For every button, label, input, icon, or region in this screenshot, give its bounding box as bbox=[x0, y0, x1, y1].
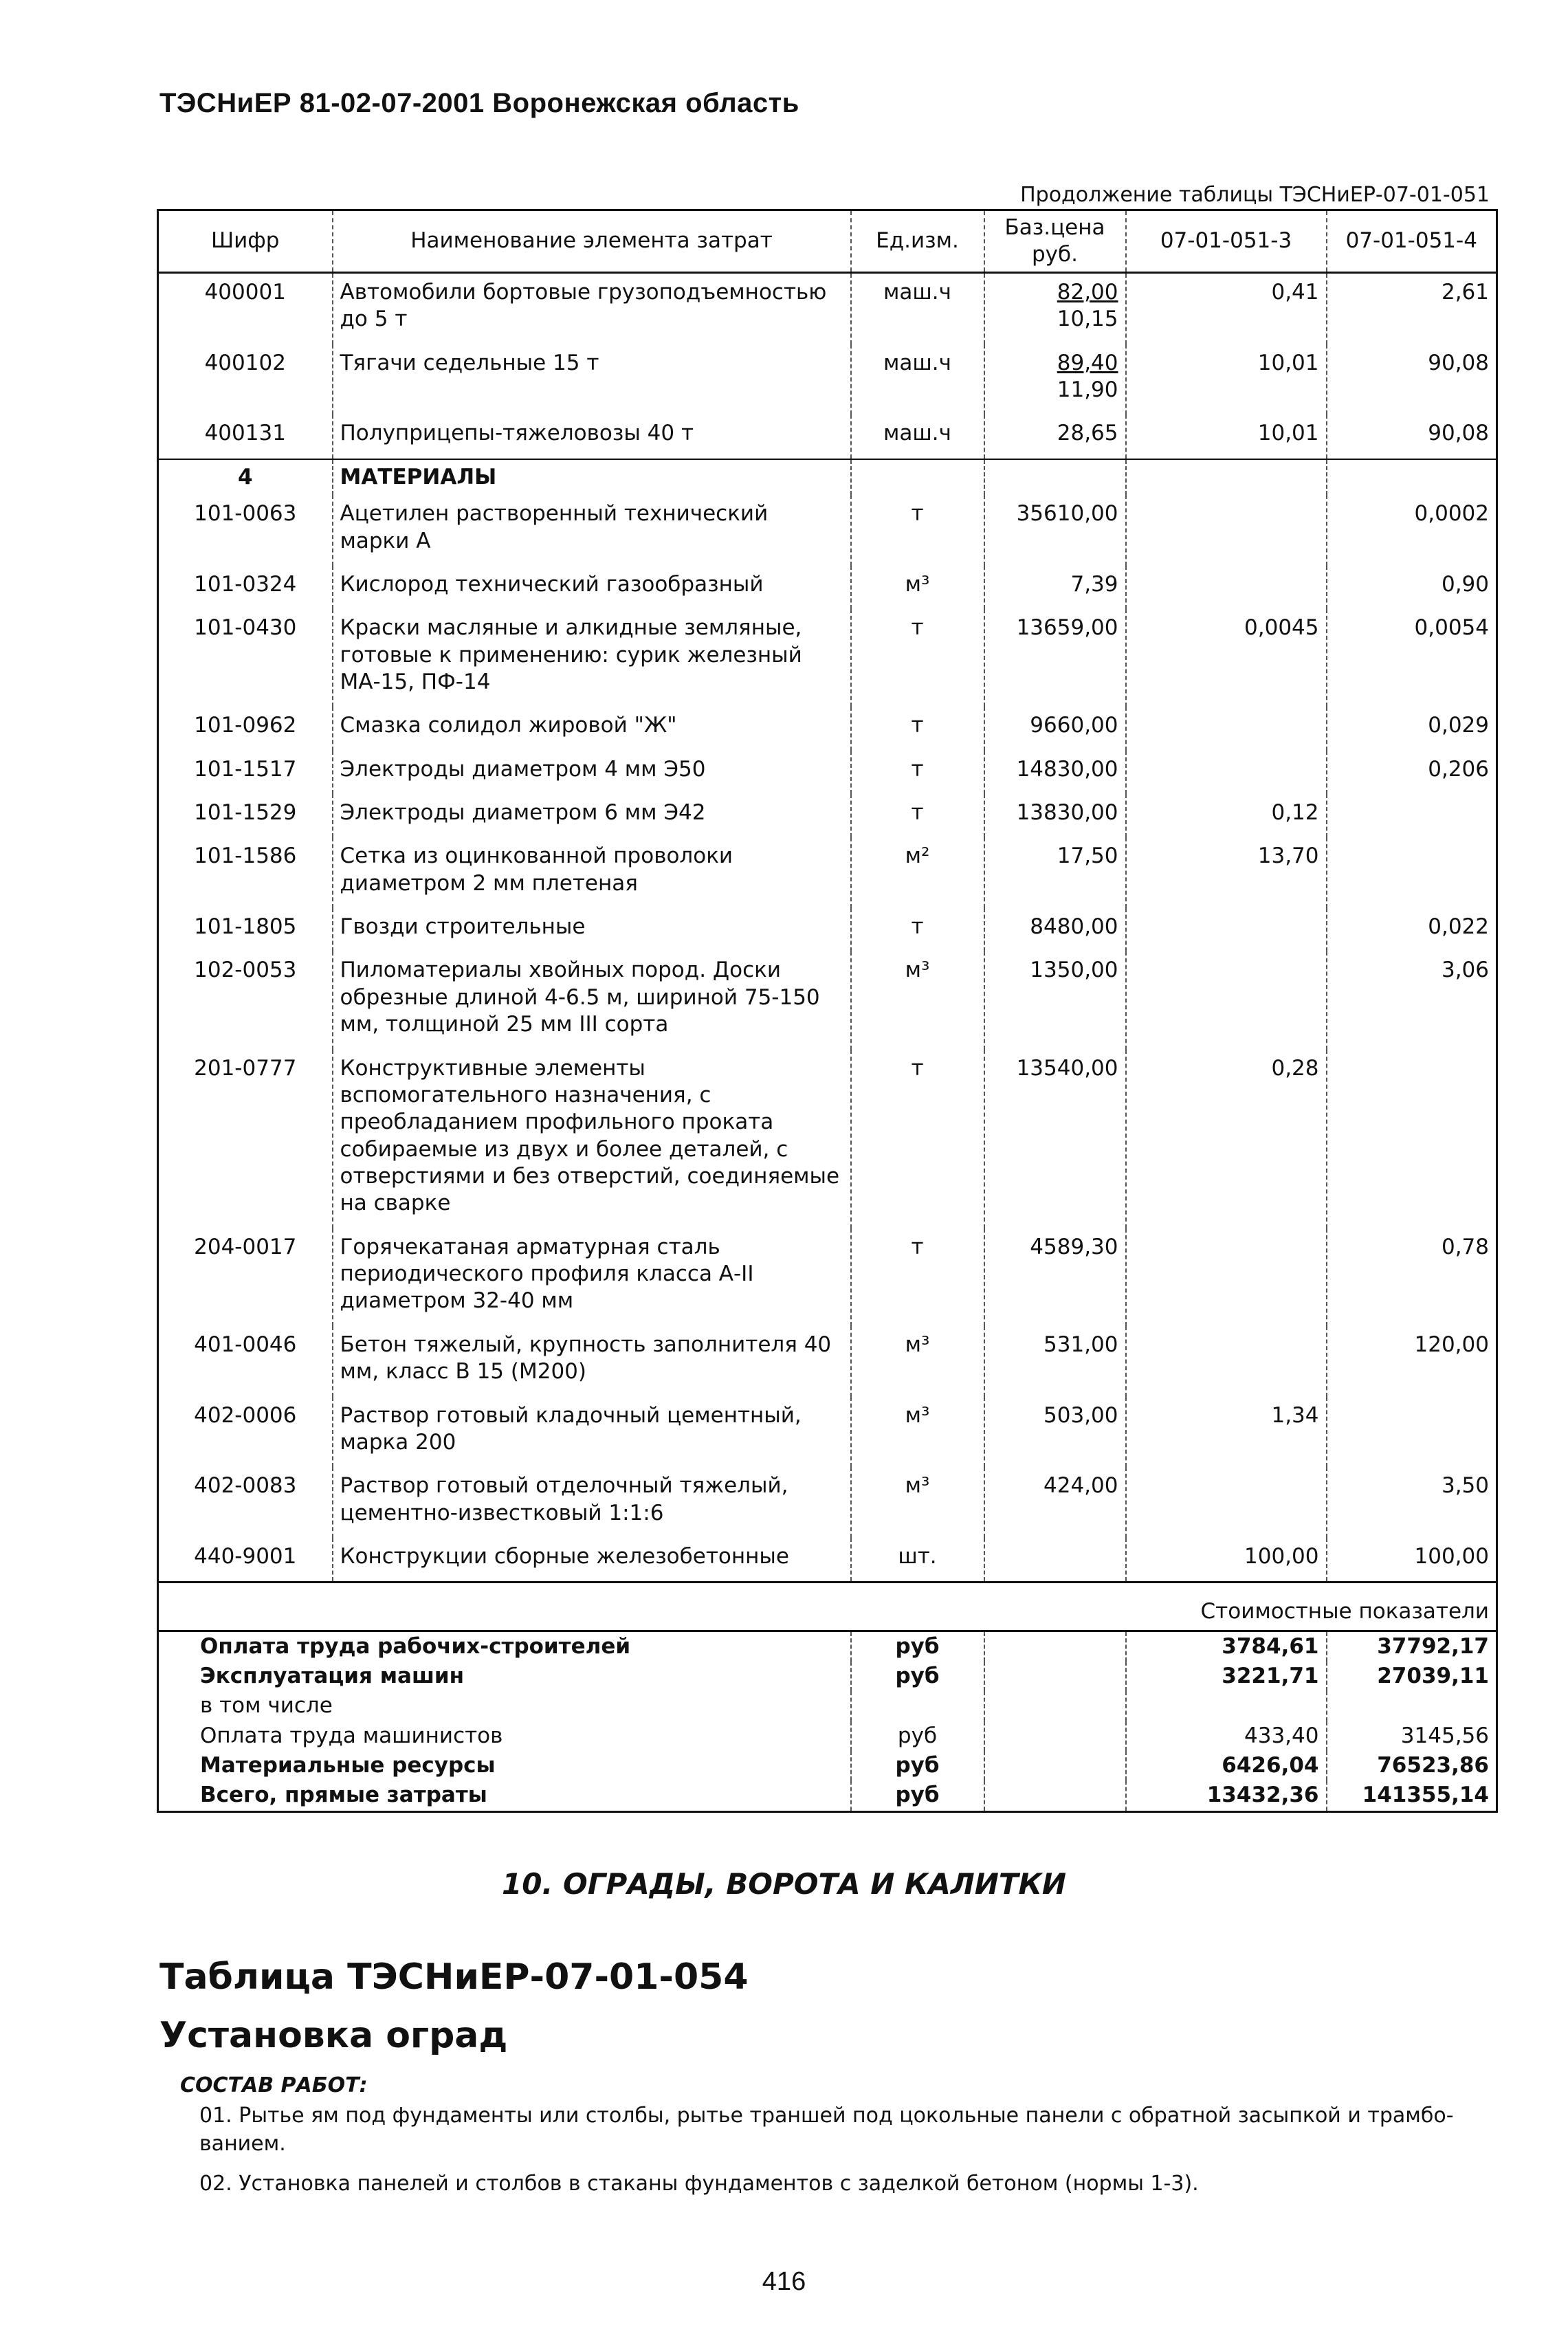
summary-row bbox=[158, 1780, 1497, 1811]
cell-value-col3: 10,01 bbox=[1126, 344, 1327, 415]
summary-section bbox=[158, 1631, 1497, 1811]
cell-price: 17,50 bbox=[984, 837, 1126, 908]
cell-value-col3 bbox=[1126, 951, 1327, 1049]
empty-cell bbox=[851, 459, 984, 495]
cell-price bbox=[984, 273, 1126, 344]
cell-price bbox=[984, 1538, 1126, 1582]
document-header: ТЭСНиЕР 81-02-07-2001 Воронежская область bbox=[159, 88, 799, 118]
cell-name: Краски масляные и алкидные земляные, готовые к применению: сурик железный МА-15, ПФ-14 bbox=[333, 609, 851, 707]
cell-value-col4: 0,0054 bbox=[1327, 609, 1497, 707]
cell-name: Раствор готовый кладочный цементный, марка 200 bbox=[333, 1397, 851, 1468]
cell-name: Конструкции сборные железобетонные bbox=[333, 1538, 851, 1582]
cell-unit: м² bbox=[851, 837, 984, 908]
summary-value-col3: 6426,04 bbox=[1126, 1751, 1327, 1780]
cell-name: Горячекатаная арматурная сталь периодического профиля класса А-II диаметром 32-40 мм bbox=[333, 1228, 851, 1326]
cell-value-col4: 100,00 bbox=[1327, 1538, 1497, 1582]
cell-unit: м³ bbox=[851, 1397, 984, 1468]
cell-unit: м³ bbox=[851, 951, 984, 1049]
empty-cell bbox=[1327, 459, 1497, 495]
cell-code: 101-0324 bbox=[158, 566, 333, 609]
cell-code: 101-1529 bbox=[158, 794, 333, 837]
table-row bbox=[158, 794, 1497, 837]
summary-unit: руб bbox=[851, 1631, 984, 1662]
cell-name: Конструктивные элементы вспомогательного назначения, с преобладанием профильного проката собираемые из двух и более деталей, с отверстиями и без отверстий, соединяемые на сварке bbox=[333, 1050, 851, 1228]
cell-value-col4 bbox=[1327, 794, 1497, 837]
cell-code: 440-9001 bbox=[158, 1538, 333, 1582]
group-header-row bbox=[158, 459, 1497, 495]
cell-unit: т bbox=[851, 1050, 984, 1228]
column-header-col3: 07-01-051-3 bbox=[1126, 210, 1327, 273]
table-continuation-label: Продолжение таблицы ТЭСНиЕР-07-01-051 bbox=[1020, 183, 1490, 207]
cell-name: Электроды диаметром 6 мм Э42 bbox=[333, 794, 851, 837]
table-subtitle: Установка оград bbox=[159, 2015, 508, 2056]
table-row bbox=[158, 1326, 1497, 1397]
cell-code: 101-1805 bbox=[158, 908, 333, 951]
summary-value-col3: 3221,71 bbox=[1126, 1662, 1327, 1691]
cell-name: Раствор готовый отделочный тяжелый, цементно-известковый 1:1:6 bbox=[333, 1467, 851, 1538]
table-row bbox=[158, 273, 1497, 344]
cell-unit: м³ bbox=[851, 1467, 984, 1538]
empty-cell bbox=[984, 459, 1126, 495]
cell-code: 101-1586 bbox=[158, 837, 333, 908]
summary-value-col3: 3784,61 bbox=[1126, 1631, 1327, 1662]
cost-section bbox=[158, 1582, 1497, 1631]
cell-price: 35610,00 bbox=[984, 495, 1126, 566]
cell-value-col3 bbox=[1126, 1228, 1327, 1326]
summary-unit: руб bbox=[851, 1662, 984, 1691]
summary-label: в том числе bbox=[158, 1691, 851, 1721]
cell-value-col3 bbox=[1126, 751, 1327, 794]
table-row bbox=[158, 1228, 1497, 1326]
summary-value-col4: 76523,86 bbox=[1327, 1751, 1497, 1780]
summary-unit: руб bbox=[851, 1780, 984, 1811]
cell-value-col3 bbox=[1126, 1467, 1327, 1538]
cell-name: Полуприцепы-тяжеловозы 40 т bbox=[333, 415, 851, 459]
summary-row bbox=[158, 1631, 1497, 1662]
summary-value-col4 bbox=[1327, 1691, 1497, 1721]
cell-price: 1350,00 bbox=[984, 951, 1126, 1049]
table-row bbox=[158, 415, 1497, 459]
summary-row bbox=[158, 1721, 1497, 1751]
table-header-row bbox=[158, 210, 1497, 273]
cell-value-col4 bbox=[1327, 1050, 1497, 1228]
cell-price: 7,39 bbox=[984, 566, 1126, 609]
table-row bbox=[158, 344, 1497, 415]
column-header-unit: Ед.изм. bbox=[851, 210, 984, 273]
machines-section bbox=[158, 273, 1497, 459]
cell-unit: шт. bbox=[851, 1538, 984, 1582]
cell-unit: т bbox=[851, 908, 984, 951]
summary-label: Всего, прямые затраты bbox=[158, 1780, 851, 1811]
cell-value-col4: 0,022 bbox=[1327, 908, 1497, 951]
cell-value-col4: 0,90 bbox=[1327, 566, 1497, 609]
empty-cell bbox=[984, 1691, 1126, 1721]
column-header-name: Наименование элемента затрат bbox=[333, 210, 851, 273]
cell-unit: м³ bbox=[851, 566, 984, 609]
cell-name: Кислород технический газообразный bbox=[333, 566, 851, 609]
cell-value-col4 bbox=[1327, 837, 1497, 908]
summary-value-col4: 141355,14 bbox=[1327, 1780, 1497, 1811]
cell-price: 13540,00 bbox=[984, 1050, 1126, 1228]
cell-value-col3: 100,00 bbox=[1126, 1538, 1327, 1582]
cell-name: Бетон тяжелый, крупность заполнителя 40 мм, класс В 15 (М200) bbox=[333, 1326, 851, 1397]
table-row bbox=[158, 495, 1497, 566]
cell-price bbox=[984, 344, 1126, 415]
cell-value-col3: 0,41 bbox=[1126, 273, 1327, 344]
materials-group bbox=[158, 459, 1497, 495]
summary-value-col3: 13432,36 bbox=[1126, 1780, 1327, 1811]
cell-price: 13659,00 bbox=[984, 609, 1126, 707]
cell-value-col3: 1,34 bbox=[1126, 1397, 1327, 1468]
cell-code: 400131 bbox=[158, 415, 333, 459]
cell-unit: т bbox=[851, 751, 984, 794]
cell-code: 204-0017 bbox=[158, 1228, 333, 1326]
cell-unit: т bbox=[851, 707, 984, 750]
cell-code: 402-0083 bbox=[158, 1467, 333, 1538]
cell-code: 201-0777 bbox=[158, 1050, 333, 1228]
column-header-col4: 07-01-051-4 bbox=[1327, 210, 1497, 273]
work-item: 02. Установка панелей и столбов в стаканы фундаментов с заделкой бетоном (нормы 1-3). bbox=[199, 2172, 1199, 2196]
cell-value-col4: 0,206 bbox=[1327, 751, 1497, 794]
summary-value-col4: 37792,17 bbox=[1327, 1631, 1497, 1662]
section-title: 10. ОГРАДЫ, ВОРОТА И КАЛИТКИ bbox=[501, 1867, 1067, 1901]
cell-unit: маш.ч bbox=[851, 415, 984, 459]
cell-value-col3: 0,28 bbox=[1126, 1050, 1327, 1228]
cell-unit: т bbox=[851, 609, 984, 707]
empty-cell bbox=[984, 1662, 1126, 1691]
table-row bbox=[158, 1538, 1497, 1582]
cell-code: 101-1517 bbox=[158, 751, 333, 794]
cell-unit: маш.ч bbox=[851, 273, 984, 344]
cell-value-col3: 10,01 bbox=[1126, 415, 1327, 459]
cell-code: 400001 bbox=[158, 273, 333, 344]
cell-value-col3 bbox=[1126, 1326, 1327, 1397]
cell-value-col4: 3,50 bbox=[1327, 1467, 1497, 1538]
cell-price: 9660,00 bbox=[984, 707, 1126, 750]
cell-name: Пиломатериалы хвойных пород. Доски обрезные длиной 4-6.5 м, шириной 75-150 мм, толщиной 25 мм III сорта bbox=[333, 951, 851, 1049]
cell-code: 101-0962 bbox=[158, 707, 333, 750]
cell-value-col4: 3,06 bbox=[1327, 951, 1497, 1049]
table-row bbox=[158, 1397, 1497, 1468]
summary-label: Материальные ресурсы bbox=[158, 1751, 851, 1780]
table-row bbox=[158, 951, 1497, 1049]
table-title: Таблица ТЭСНиЕР-07-01-054 bbox=[159, 1956, 749, 1998]
cell-price: 8480,00 bbox=[984, 908, 1126, 951]
cell-price: 4589,30 bbox=[984, 1228, 1126, 1326]
works-heading: СОСТАВ РАБОТ: bbox=[180, 2073, 368, 2097]
table-row bbox=[158, 908, 1497, 951]
table-row bbox=[158, 609, 1497, 707]
cell-name: Электроды диаметром 4 мм Э50 bbox=[333, 751, 851, 794]
empty-cell bbox=[984, 1780, 1126, 1811]
price-main: 89,40 bbox=[1057, 350, 1118, 375]
price-operator-wage: 11,90 bbox=[1057, 377, 1118, 403]
cell-value-col3 bbox=[1126, 566, 1327, 609]
materials-section bbox=[158, 495, 1497, 1582]
cell-value-col3: 0,12 bbox=[1126, 794, 1327, 837]
price-operator-wage: 10,15 bbox=[1057, 307, 1118, 332]
cell-code: 102-0053 bbox=[158, 951, 333, 1049]
cell-value-col4: 0,029 bbox=[1327, 707, 1497, 750]
cell-price: 424,00 bbox=[984, 1467, 1126, 1538]
cell-price bbox=[984, 415, 1126, 459]
cell-unit: м³ bbox=[851, 1326, 984, 1397]
cell-price: 531,00 bbox=[984, 1326, 1126, 1397]
cell-name: Ацетилен растворенный технический марки А bbox=[333, 495, 851, 566]
cell-code: 402-0006 bbox=[158, 1397, 333, 1468]
cell-value-col3: 13,70 bbox=[1126, 837, 1327, 908]
cell-code: 101-0430 bbox=[158, 609, 333, 707]
empty-cell bbox=[984, 1631, 1126, 1662]
cell-unit: т bbox=[851, 794, 984, 837]
cell-name: Тягачи седельные 15 т bbox=[333, 344, 851, 415]
page-number: 416 bbox=[762, 2267, 806, 2296]
cell-value-col4: 0,78 bbox=[1327, 1228, 1497, 1326]
cost-heading: Стоимостные показатели bbox=[158, 1594, 1497, 1631]
cell-name: Автомобили бортовые грузоподъемностью до 5 т bbox=[333, 273, 851, 344]
table-row bbox=[158, 707, 1497, 750]
cell-name: Гвозди строительные bbox=[333, 908, 851, 951]
summary-row bbox=[158, 1662, 1497, 1691]
summary-unit: руб bbox=[851, 1751, 984, 1780]
table-row bbox=[158, 1050, 1497, 1228]
price-main: 28,65 bbox=[1057, 421, 1118, 446]
cell-unit: т bbox=[851, 1228, 984, 1326]
cell-price: 503,00 bbox=[984, 1397, 1126, 1468]
summary-row bbox=[158, 1751, 1497, 1780]
work-item: 01. Рытье ям под фундаменты или столбы, рытье траншей под цокольные панели с обратной засыпкой и трамбо-ванием. bbox=[199, 2104, 1454, 2156]
cell-value-col3 bbox=[1126, 495, 1327, 566]
cell-unit: т bbox=[851, 495, 984, 566]
empty-cell bbox=[1126, 459, 1327, 495]
empty-cell bbox=[984, 1751, 1126, 1780]
cell-value-col4: 90,08 bbox=[1327, 415, 1497, 459]
price-main: 82,00 bbox=[1057, 280, 1118, 305]
cost-heading-row bbox=[158, 1594, 1497, 1631]
cell-value-col3 bbox=[1126, 707, 1327, 750]
empty-cell bbox=[984, 1721, 1126, 1751]
table-row bbox=[158, 751, 1497, 794]
cell-name: Смазка солидол жировой "Ж" bbox=[333, 707, 851, 750]
resource-table bbox=[157, 209, 1498, 1813]
table-row bbox=[158, 566, 1497, 609]
summary-value-col3 bbox=[1126, 1691, 1327, 1721]
summary-unit: руб bbox=[851, 1721, 984, 1751]
cell-value-col4: 0,0002 bbox=[1327, 495, 1497, 566]
separator-cell bbox=[158, 1582, 1497, 1595]
cell-code: 400102 bbox=[158, 344, 333, 415]
cell-unit: маш.ч bbox=[851, 344, 984, 415]
summary-unit bbox=[851, 1691, 984, 1721]
cell-price: 13830,00 bbox=[984, 794, 1126, 837]
cell-value-col3: 0,0045 bbox=[1126, 609, 1327, 707]
summary-label: Оплата труда рабочих-строителей bbox=[158, 1631, 851, 1662]
summary-value-col3: 433,40 bbox=[1126, 1721, 1327, 1751]
cell-price: 14830,00 bbox=[984, 751, 1126, 794]
summary-label: Оплата труда машинистов bbox=[158, 1721, 851, 1751]
cell-value-col4: 120,00 bbox=[1327, 1326, 1497, 1397]
cell-code: 401-0046 bbox=[158, 1326, 333, 1397]
cell-value-col4: 2,61 bbox=[1327, 273, 1497, 344]
summary-label: Эксплуатация машин bbox=[158, 1662, 851, 1691]
cell-code: 101-0063 bbox=[158, 495, 333, 566]
column-header-price: Баз.цена руб. bbox=[984, 210, 1126, 273]
column-header-code: Шифр bbox=[158, 210, 333, 273]
cell-value-col3 bbox=[1126, 908, 1327, 951]
separator-row bbox=[158, 1582, 1497, 1595]
table-row bbox=[158, 1467, 1497, 1538]
cell-value-col4 bbox=[1327, 1397, 1497, 1468]
summary-row bbox=[158, 1691, 1497, 1721]
works-list bbox=[199, 2102, 1492, 2211]
cell-name: Сетка из оцинкованной проволоки диаметром 2 мм плетеная bbox=[333, 837, 851, 908]
group-title: МАТЕРИАЛЫ bbox=[333, 459, 851, 495]
summary-value-col4: 3145,56 bbox=[1327, 1721, 1497, 1751]
group-number: 4 bbox=[158, 459, 333, 495]
table-row bbox=[158, 837, 1497, 908]
cell-value-col4: 90,08 bbox=[1327, 344, 1497, 415]
summary-value-col4: 27039,11 bbox=[1327, 1662, 1497, 1691]
